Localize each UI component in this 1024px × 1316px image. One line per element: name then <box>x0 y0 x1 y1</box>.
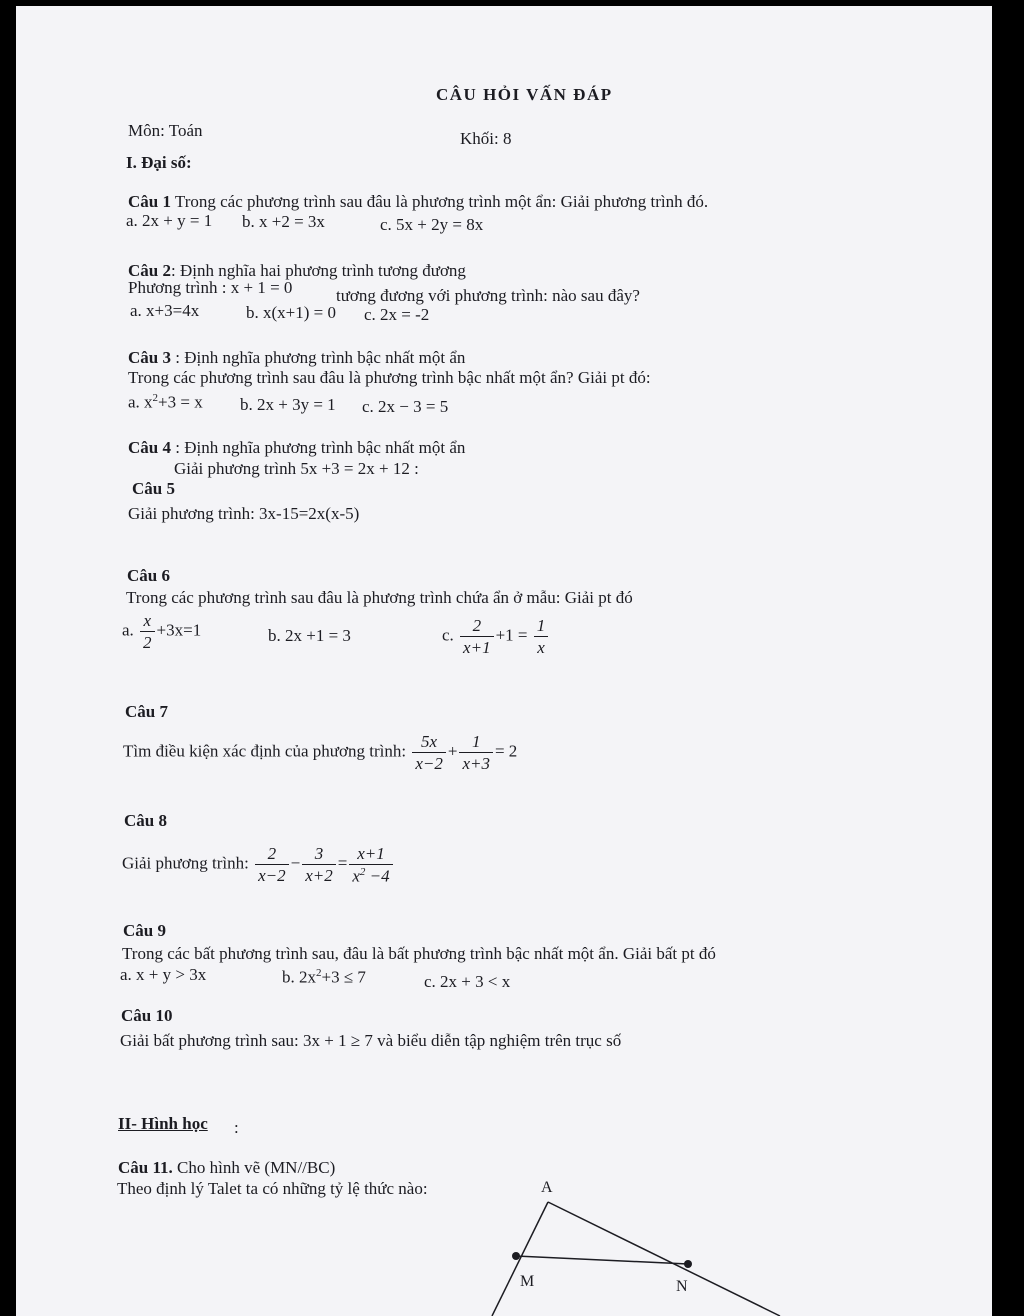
q7-rhs: = 2 <box>494 741 518 761</box>
q2-line2-equation: Phương trình : x + 1 = 0 <box>128 278 293 297</box>
q6-a-label: a. <box>122 620 134 640</box>
q2-line2-text: tương đương với phương trình: nào sau đây? <box>336 286 640 305</box>
section-geometry-colon: : <box>234 1118 239 1137</box>
q9-option-c: c. 2x + 3 < x <box>424 972 511 991</box>
question-9-label: Câu 9 <box>123 921 166 940</box>
question-11-text: Cho hình vẽ (MN//BC) <box>172 1158 336 1177</box>
question-6-text: Trong các phương trình sau đâu là phương trình chứa ẩn ở mẫu: Giải pt đó <box>126 588 633 607</box>
q4-line2: Giải phương trình 5x +3 = 2x + 12 : <box>174 459 419 478</box>
q3-line2: Trong các phương trình sau đâu là phương trình bậc nhất một ẩn? Giải pt đó: <box>128 368 651 387</box>
q2-option-c: c. 2x = -2 <box>364 305 430 324</box>
q6-c-denominator-1: x+1 <box>463 638 491 657</box>
q8-operator: − <box>290 853 301 873</box>
q6-c-denominator-2: x <box>537 638 545 657</box>
q6-c-numerator-1: 2 <box>460 617 494 637</box>
q6-option-b: b. 2x +1 = 3 <box>268 626 351 645</box>
point-m-dot <box>512 1252 520 1260</box>
question-7-label: Câu 7 <box>125 702 168 721</box>
q6-c-middle: +1 = <box>495 625 528 645</box>
point-n-label: N <box>676 1278 688 1295</box>
q7-numerator-2: 1 <box>459 733 493 753</box>
question-6-label: Câu 6 <box>127 566 170 585</box>
question-10-text: Giải bất phương trình sau: 3x + 1 ≥ 7 và biểu diễn tập nghiệm trên trục số <box>120 1031 622 1050</box>
q9-b-exponent: 2 <box>316 967 322 979</box>
question-1-label: Câu 1 <box>128 192 171 211</box>
question-7-text: Tìm điều kiện xác định của phương trình: <box>123 741 407 761</box>
q8-numerator-2: 3 <box>302 845 336 865</box>
section-algebra-heading: I. Đại số: <box>126 153 192 172</box>
section-geometry-heading: II- Hình học <box>118 1114 208 1133</box>
q2-option-b: b. x(x+1) = 0 <box>246 303 336 322</box>
question-2-text: : Định nghĩa hai phương trình tương đương <box>170 261 466 280</box>
q9-option-a: a. x + y > 3x <box>120 965 207 984</box>
page-title: CÂU HỎI VẤN ĐÁP <box>436 85 613 104</box>
q6-a-denominator: 2 <box>143 633 152 652</box>
question-1-text: Trong các phương trình sau đâu là phương trình một ẩn: Giải phương trình đó. <box>170 192 709 211</box>
q8-denominator-2: x+2 <box>305 866 333 886</box>
question-5-text: Giải phương trình: 3x-15=2x(x-5) <box>128 504 360 523</box>
segment-mn <box>516 1256 688 1264</box>
q7-denominator-2: x+3 <box>462 754 490 773</box>
question-11-line2: Theo định lý Talet ta có những tỷ lệ thức nào: <box>117 1179 428 1198</box>
side-am <box>492 1202 548 1316</box>
question-8-label: Câu 8 <box>124 811 167 830</box>
q8-denominator-1: x−2 <box>258 866 286 886</box>
q8-numerator-3: x+1 <box>349 845 392 865</box>
q3-option-c: c. 2x − 3 = 5 <box>362 397 449 416</box>
question-9-text: Trong các bất phương trình sau, đâu là bất phương trình bậc nhất một ẩn. Giải bất pt đó <box>122 944 716 963</box>
q3-a-exponent: 2 <box>152 392 159 404</box>
question-2-label: Câu 2 <box>128 261 171 280</box>
q8-denominator-3-exponent: 2 <box>359 866 366 878</box>
subject-label: Môn: Toán <box>128 121 203 140</box>
question-10-label: Câu 10 <box>121 1006 173 1025</box>
q2-option-a: a. x+3=4x <box>130 301 200 320</box>
q8-numerator-1: 2 <box>255 845 289 865</box>
q1-option-b: b. x +2 = 3x <box>242 212 325 231</box>
q1-option-c: c. 5x + 2y = 8x <box>380 215 484 234</box>
point-a-label: A <box>541 1179 553 1196</box>
q3-option-b: b. 2x + 3y = 1 <box>240 395 336 414</box>
question-4-label: Câu 4 <box>128 438 171 457</box>
point-m-label: M <box>520 1273 535 1290</box>
q7-numerator-1: 5x <box>412 733 446 753</box>
grade-label: Khối: 8 <box>460 129 512 148</box>
q6-a-rest: +3x=1 <box>156 620 202 640</box>
q6-c-numerator-2: 1 <box>534 617 549 637</box>
q7-denominator-1: x−2 <box>415 754 443 773</box>
q3-a-base: a. x <box>128 392 153 412</box>
question-3-label: Câu 3 <box>128 348 171 367</box>
q8-denominator-3-base: x <box>352 866 360 886</box>
q9-b-rest: +3 ≤ 7 <box>321 967 366 987</box>
point-n-dot <box>684 1260 692 1268</box>
q1-option-a: a. 2x + y = 1 <box>126 211 213 230</box>
question-5-label: Câu 5 <box>132 479 175 498</box>
question-11-label: Câu 11. <box>118 1158 173 1177</box>
question-3-text: : Định nghĩa phương trình bậc nhất một ẩn <box>170 348 466 367</box>
q9-b-base: b. 2x <box>282 967 316 987</box>
q6-c-label: c. <box>442 625 454 645</box>
question-4-text: : Định nghĩa phương trình bậc nhất một ẩn <box>170 438 466 457</box>
q8-denominator-3-rest: −4 <box>365 866 390 886</box>
q8-equals: = <box>337 853 348 873</box>
q6-a-numerator: x <box>140 612 155 632</box>
q7-operator: + <box>447 741 458 761</box>
question-8-text: Giải phương trình: <box>122 853 249 873</box>
q3-a-rest: +3 = x <box>158 392 203 412</box>
